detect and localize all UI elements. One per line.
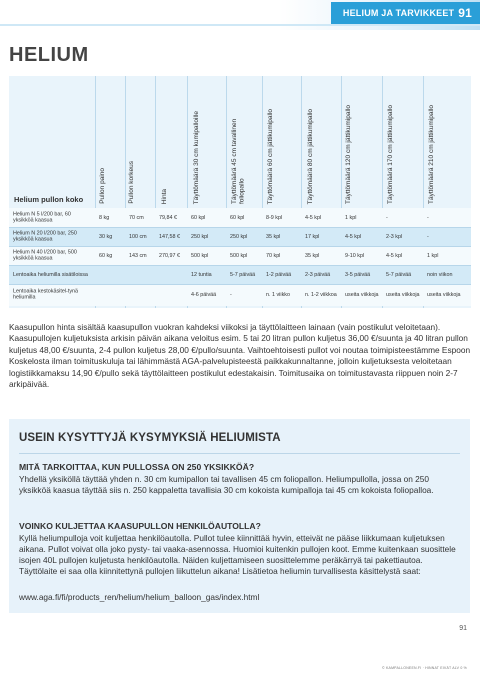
table-cell: 5-7 päivää [386, 271, 412, 278]
table-row [9, 227, 471, 246]
table-cell: 70 kpl [266, 252, 281, 259]
row-divider [9, 246, 471, 247]
table-header-weight: Pullon paino [99, 168, 106, 204]
table-header-fill-30cm: Täyttömäärä 30 cm kumipalloille [193, 110, 200, 204]
faq-divider [19, 453, 460, 454]
faq-link[interactable]: www.aga.fi/fi/products_ren/helium/helium_balloon_gas/index.html [19, 592, 260, 602]
table-cell: 4-5 kpl [305, 214, 322, 221]
table-row [9, 246, 471, 265]
faq-answer-2: Kyllä heliumpulloja voit kuljettaa henkilöautolla. Pullot tulee kiinnittää hyvin, etteivät ne pääse liikkumaan kuljetuksen aikana. Pullot voivat olla joko pysty- tai vaaka-asennossa. Huomioi kuitenkin pullojen koot. Emme kuitenkaan suosittele isojen 40L pullojen kuljetusta henkilöautolla. Näiden kuljettamiseen suosittelemme peräkärryä tai pakettiautoa. Täyttölaite ei saa olla kiinnitettynä pullojen liikuttelun aikana! Lisätietoa heliumin turvallisesta käsittelystä saat: [19, 533, 456, 576]
footer-note: © KAMPALLONEEN.FI · HINNAT EIVÄT ALV 0 % [382, 666, 467, 670]
table-cell: 35 kpl [266, 233, 281, 240]
table-cell: 17 kpl [305, 233, 320, 240]
table-row [9, 208, 471, 227]
table-cell: 2-3 kpl [386, 233, 403, 240]
table-cell: 147,58 € [159, 233, 180, 240]
faq-answer-1: Yhdellä yksiköllä täyttää yhden n. 30 cm kumipallon tai tavallisen 45 cm foliopallon. Heliumpullolla, jossa on 250 yksikköä kaasua täyttää siis n. 250 kappaletta tavallisia 30 cm kokoista kumipalloja tai 45 cm kokoista foliopalloa. [19, 474, 434, 495]
table-cell: 500 kpl [230, 252, 248, 259]
table-cell: Lentoaika kestokäsitel-tynä heliumilla [13, 288, 79, 301]
table-cell: 3-5 päivää [345, 271, 371, 278]
helium-table [9, 76, 471, 308]
table-header-height: Pullon korkeus [128, 161, 135, 204]
table-cell: - [427, 233, 429, 240]
section-tab [331, 2, 480, 24]
faq-question-2: VOINKO KULJETTAA KAASUPULLON HENKILÖAUTOLLA? [19, 521, 261, 531]
page-title: HELIUM [9, 44, 89, 66]
row-divider [9, 284, 471, 285]
table-cell: 8 kg [99, 214, 110, 221]
table-header-fill-80cm: Täyttömäärä 80 cm jättikumipallo [307, 108, 314, 204]
table-cell: 70 cm [129, 214, 144, 221]
table-cell: n. 1 viikko [266, 291, 290, 298]
table-header-fill-170cm: Täyttömäärä 170 cm jättikumipallo [387, 105, 394, 204]
table-cell: 60 kpl [191, 214, 206, 221]
table-cell: useita viikkoja [427, 291, 461, 298]
faq-question-1: MITÄ TARKOITTAA, KUN PULLOSSA ON 250 YKSIKKÖÄ? [19, 462, 255, 472]
table-cell: Helium N 5 l/200 bar, 60 yksikköä kaasua [13, 211, 71, 224]
table-cell: 9-10 kpl [345, 252, 365, 259]
table-cell: - [386, 214, 388, 221]
table-cell: n. 1-2 viikkoa [305, 291, 337, 298]
faq-title: USEIN KYSYTTYJÄ KYSYMYKSIÄ HELIUMISTA [19, 432, 281, 444]
pricing-paragraph: Kaasupullon hinta sisältää kaasupullon vuokran kahdeksi viikoksi ja täyttölaitteen lainaan (vain postikulut veloitetaan). Kaasupullojen kuljetuksista arkisin päivän aikana veloitus esim. 5 tai 20 litran pullon kuljetus 36,00 €/suunta ja 40 litran pullon kuljetus 48,00 €/suunta, 2-4 pullon kuljetus 28,00 €/pullo/suunta. Vaihtoehtoisesti pullot voi noutaa toimipisteestämme Espoon Koskelosta ilman toimituskuluja tai lähimmästä AGA-palvelupisteestä paikkakunnaltanne, jolloin kuljetuksesta veloitetaan logistiikkamaksu 14,90 €/pullo sekä täyttölaitteen postikulut edestakaisin. Toimitusaika on toimitustavasta riippuen noin 2-7 arkipäivää. [9, 322, 471, 390]
table-cell: 1 kpl [345, 214, 357, 221]
table-cell: 5-7 päivää [230, 271, 256, 278]
table-header-fill-120cm: Täyttömäärä 120 cm jättikumipallo [345, 105, 352, 204]
page-number: 91 [459, 625, 467, 632]
table-cell: Helium N 20 l/200 bar, 250 yksikköä kaasua [13, 230, 77, 243]
table-row [9, 284, 471, 306]
table-cell: 4-5 kpl [386, 252, 403, 259]
table-cell: 4-5 kpl [345, 233, 362, 240]
faq-box [9, 419, 470, 613]
row-divider [9, 265, 471, 266]
table-header-price: Hinta [161, 188, 168, 204]
table-header-fill-60cm: Täyttömäärä 60 cm jättikumipallo [267, 108, 274, 204]
section-label: HELIUM JA TARVIKKEET [342, 8, 455, 18]
table-cell: 35 kpl [305, 252, 320, 259]
table-cell: useita viikkoja [345, 291, 379, 298]
table-cell: 100 cm [129, 233, 147, 240]
table-cell: 500 kpl [191, 252, 209, 259]
table-cell: 60 kg [99, 252, 113, 259]
table-cell: - [427, 214, 429, 221]
table-cell: 1-2 päivää [266, 271, 292, 278]
table-row [9, 265, 471, 284]
table-header-fill-210cm: Täyttömäärä 210 cm jättikumipallo [428, 105, 435, 204]
table-cell: 4-6 päivää [191, 291, 217, 298]
table-cell: 30 kg [99, 233, 113, 240]
table-cell: 143 cm [129, 252, 147, 259]
header-rule [0, 24, 480, 26]
table-cell: 60 kpl [230, 214, 245, 221]
table-cell: 2-3 päivää [305, 271, 331, 278]
table-header-fill-45cm: Täyttömäärä 45 cm tavallinen foliopallo [231, 118, 246, 204]
table-header-row [9, 82, 471, 208]
table-header-bottle-size: Helium pullon koko [14, 195, 84, 204]
table-cell: 79,84 € [159, 214, 177, 221]
table-cell: 8-9 kpl [266, 214, 283, 221]
table-cell: 12 tuntia [191, 271, 212, 278]
header-page-number: 91 [458, 6, 472, 20]
table-body [9, 208, 471, 306]
table-cell: noin viikon [427, 271, 453, 278]
table-cell: useita viikkoja [386, 291, 420, 298]
table-cell: Lentoaika heliumilla sisätiloissa [13, 271, 88, 278]
table-cell: - [230, 291, 232, 298]
row-divider [9, 227, 471, 228]
table-cell: 250 kpl [230, 233, 248, 240]
table-cell: 250 kpl [191, 233, 209, 240]
table-cell: 1 kpl [427, 252, 439, 259]
table-cell: Helium N 40 l/200 bar, 500 yksikköä kaasua [13, 249, 77, 262]
table-cell: 270,97 € [159, 252, 180, 259]
